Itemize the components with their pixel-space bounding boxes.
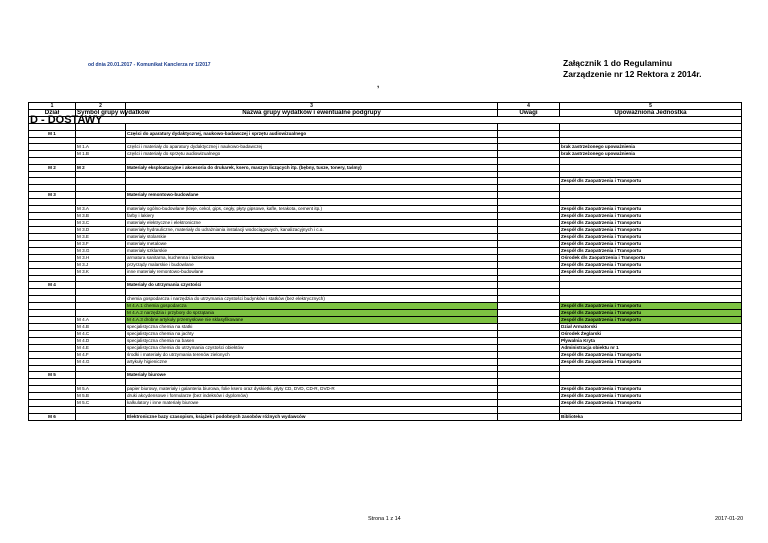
empty-cell — [126, 124, 498, 131]
table-row — [29, 247, 742, 254]
empty-cell — [29, 406, 76, 413]
table-row — [29, 302, 742, 309]
empty-cell — [560, 406, 742, 413]
remarks-cell — [498, 295, 560, 302]
dzial-cell — [29, 351, 76, 358]
empty-cell — [29, 198, 76, 205]
symbol-cell: M 3.E — [76, 233, 126, 240]
table-row — [29, 309, 742, 316]
group-row — [29, 413, 742, 420]
empty-cell — [76, 275, 126, 282]
name-cell: inne materiały remontowo-budowlane — [126, 268, 498, 275]
unit-cell: Zespół d/s Zaopatrzenia i Transportu — [560, 316, 742, 323]
column-header-row — [29, 110, 742, 117]
spacer-row — [29, 137, 742, 144]
remarks-cell — [498, 344, 560, 351]
remarks-cell — [498, 261, 560, 268]
unit-cell: Zespół d/s Zaopatrzenia i Transportu — [560, 351, 742, 358]
symbol-cell — [76, 178, 126, 185]
name-cell: przyrządy malarskie i budowlane — [126, 261, 498, 268]
name-cell: armatura sanitarna, kuchenna i łazienkowa — [126, 254, 498, 261]
empty-cell — [498, 275, 560, 282]
remarks-cell — [498, 268, 560, 275]
name-cell: Materiały biurowe — [126, 372, 498, 379]
name-cell: chemia gospodarcza i narzędzia do utrzymania czystości budynków i statków (bez elektrycznych) — [126, 295, 498, 302]
group-row — [29, 282, 742, 289]
name-cell: materiały hydrauliczne, materiały do udrażniania instalacji wodociągowych, kanalizacyjnych i c.o. — [126, 226, 498, 233]
empty-cell — [76, 406, 126, 413]
group-row — [29, 372, 742, 379]
dzial-cell: M 2 — [29, 164, 76, 171]
remarks-cell — [498, 205, 560, 212]
name-cell: materiały elektryczne i elektroniczne — [126, 219, 498, 226]
symbol-cell: M 5.A — [76, 385, 126, 392]
empty-cell — [498, 365, 560, 372]
symbol-cell: M 4.C — [76, 330, 126, 337]
empty-cell — [76, 158, 126, 165]
empty-cell — [29, 137, 76, 144]
empty-cell — [76, 171, 126, 178]
remarks-cell — [498, 282, 560, 289]
symbol-cell — [76, 309, 126, 316]
symbol-cell — [76, 413, 126, 420]
unit-cell: Zespół d/s Zaopatrzenia i Transportu — [560, 385, 742, 392]
symbol-cell: M 4.B — [76, 323, 126, 330]
empty-cell — [498, 124, 560, 131]
table-row — [29, 385, 742, 392]
dzial-cell — [29, 309, 76, 316]
empty-cell — [29, 365, 76, 372]
remarks-cell — [498, 413, 560, 420]
unit-cell: Zespół d/s Zaopatrzenia i Transportu — [560, 392, 742, 399]
symbol-cell — [76, 372, 126, 379]
dzial-cell: M 6 — [29, 413, 76, 420]
spacer-row — [29, 185, 742, 192]
table-row — [29, 261, 742, 268]
dzial-cell: M 5 — [29, 372, 76, 379]
empty-cell — [498, 289, 560, 296]
empty-cell — [126, 406, 498, 413]
remarks-cell — [498, 392, 560, 399]
spacer-row — [29, 379, 742, 386]
remarks-cell — [498, 385, 560, 392]
dzial-cell — [29, 337, 76, 344]
symbol-cell: M 3.K — [76, 268, 126, 275]
name-cell: specjalistyczna chemia do utrzymania czystości obiektów — [126, 344, 498, 351]
unit-cell: Ośrodek d/s Zaopatrzenia i Transportu — [560, 254, 742, 261]
remarks-cell — [498, 316, 560, 323]
footer-date: 2017-01-20 — [715, 516, 744, 522]
unit-cell: Zespół d/s Zaopatrzenia i Transportu — [560, 212, 742, 219]
name-cell: kalkulatory i inne materiały biurowe — [126, 399, 498, 406]
name-cell: specjalistyczna chemia na statki — [126, 323, 498, 330]
empty-cell — [560, 289, 742, 296]
empty-cell — [126, 137, 498, 144]
remarks-cell — [498, 247, 560, 254]
column-header-jednostka: Upoważniona Jednostka — [560, 110, 742, 117]
symbol-cell — [76, 282, 126, 289]
group-row — [29, 130, 742, 137]
table-row — [29, 323, 742, 330]
column-number-3: 3 — [126, 103, 498, 110]
dzial-cell — [29, 240, 76, 247]
dzial-cell — [29, 295, 76, 302]
unit-cell — [560, 295, 742, 302]
spacer-row — [29, 289, 742, 296]
dzial-cell — [29, 254, 76, 261]
unit-cell: Zespół d/s Zaopatrzenia i Transportu — [560, 240, 742, 247]
name-cell: Materiały remontowo-budowlane — [126, 191, 498, 198]
name-cell: farby i lakiery — [126, 212, 498, 219]
remarks-cell — [498, 226, 560, 233]
unit-cell: Zespół d/s Zaopatrzenia i Transportu — [560, 178, 742, 185]
empty-cell — [76, 198, 126, 205]
empty-cell — [126, 185, 498, 192]
remarks-cell — [498, 351, 560, 358]
symbol-cell — [76, 295, 126, 302]
symbol-cell: M 1.B — [76, 151, 126, 158]
dzial-cell — [29, 247, 76, 254]
symbol-cell — [76, 130, 126, 137]
name-cell: artykuły higieniczne — [126, 358, 498, 365]
symbol-cell: M 4.F — [76, 351, 126, 358]
unit-cell — [560, 164, 742, 171]
remarks-cell — [498, 309, 560, 316]
dzial-cell — [29, 268, 76, 275]
empty-cell — [498, 158, 560, 165]
dzial-cell — [29, 399, 76, 406]
dzial-cell — [29, 233, 76, 240]
remarks-cell — [498, 323, 560, 330]
unit-cell: Zespół d/s Zaopatrzenia i Transportu — [560, 247, 742, 254]
name-cell: Elektroniczne bazy czasopism, książek i podobnych zasobów różnych wydawców — [126, 413, 498, 420]
empty-cell — [498, 171, 560, 178]
empty-cell — [498, 137, 560, 144]
symbol-cell: M 4.A — [76, 316, 126, 323]
unit-cell: Zespół d/s Zaopatrzenia i Transportu — [560, 268, 742, 275]
table-row — [29, 344, 742, 351]
spacer-row — [29, 406, 742, 413]
unit-cell — [560, 282, 742, 289]
symbol-cell — [76, 191, 126, 198]
spacer-row — [29, 275, 742, 282]
name-cell: Części do aparatury dydaktycznej, naukowo-badawczej i sprzętu audiowizualnego — [126, 130, 498, 137]
remarks-cell — [498, 399, 560, 406]
symbol-cell: M 4.D — [76, 337, 126, 344]
group-row — [29, 191, 742, 198]
unit-cell: Zespół d/s Zaopatrzenia i Transportu — [560, 399, 742, 406]
empty-cell — [498, 198, 560, 205]
header-mark: , — [377, 80, 380, 89]
name-cell: środki i materiały do utrzymania terenów zielonych — [126, 351, 498, 358]
remarks-cell — [498, 151, 560, 158]
remarks-cell — [498, 219, 560, 226]
dzial-cell — [29, 330, 76, 337]
empty-cell — [560, 365, 742, 372]
empty-cell — [29, 171, 76, 178]
unit-cell: Pływalnia Kryta — [560, 337, 742, 344]
empty-cell — [560, 185, 742, 192]
unit-cell — [560, 130, 742, 137]
unit-cell: brak zastrzeżonego upoważnienia — [560, 144, 742, 151]
empty-cell — [29, 379, 76, 386]
dzial-cell: M 4 — [29, 282, 76, 289]
unit-cell: Zespół d/s Zaopatrzenia i Transportu — [560, 261, 742, 268]
table-row — [29, 399, 742, 406]
empty-cell — [126, 158, 498, 165]
remarks-cell — [498, 330, 560, 337]
column-number-5: 5 — [560, 103, 742, 110]
empty-cell — [498, 406, 560, 413]
expense-groups-table — [28, 102, 742, 421]
remarks-cell — [498, 130, 560, 137]
symbol-cell: M 5.B — [76, 392, 126, 399]
symbol-cell: M 1.A — [76, 144, 126, 151]
name-cell: materiały szklarskie — [126, 247, 498, 254]
name-cell: części i materiały do sprzętu audiowizualnego — [126, 151, 498, 158]
dzial-cell — [29, 385, 76, 392]
table-row — [29, 219, 742, 226]
column-header-uwagi: Uwagi — [498, 110, 560, 117]
unit-cell — [560, 372, 742, 379]
empty-cell — [126, 275, 498, 282]
empty-cell — [76, 137, 126, 144]
spacer-row — [29, 365, 742, 372]
table-row — [29, 205, 742, 212]
unit-cell: Biblioteka — [560, 413, 742, 420]
empty-cell — [29, 275, 76, 282]
unit-cell: brak zastrzeżonego upoważnienia — [560, 151, 742, 158]
name-cell: specjalistyczna chemia na basen — [126, 337, 498, 344]
unit-cell: Zespół d/s Zaopatrzenia i Transportu — [560, 219, 742, 226]
name-cell: M 4.A.1 chemia gospodarcza — [126, 302, 498, 309]
empty-cell — [126, 365, 498, 372]
empty-cell — [126, 289, 498, 296]
dzial-cell: M 1 — [29, 130, 76, 137]
symbol-cell: M 3.H — [76, 254, 126, 261]
table-row — [29, 151, 742, 158]
remarks-cell — [498, 164, 560, 171]
empty-cell — [76, 379, 126, 386]
name-cell: papier biurowy, materiały i galanteria biurowa, folie ksero oraz dyskietki, płyty CD, DVD, CD-R, DVD-R — [126, 385, 498, 392]
table-row — [29, 178, 742, 185]
dzial-cell — [29, 205, 76, 212]
symbol-cell: M 4.G — [76, 358, 126, 365]
symbol-cell: M 3.J — [76, 261, 126, 268]
empty-cell — [560, 198, 742, 205]
table-row — [29, 212, 742, 219]
symbol-cell: M 5.C — [76, 399, 126, 406]
table-row — [29, 233, 742, 240]
column-number-2: 2 — [76, 103, 126, 110]
name-cell — [126, 178, 498, 185]
symbol-cell: M 3.G — [76, 247, 126, 254]
unit-cell — [560, 191, 742, 198]
name-cell: druki akcydensowe i formularze (bez indeksów i dyplomów) — [126, 392, 498, 399]
dzial-cell — [29, 144, 76, 151]
empty-cell — [498, 185, 560, 192]
symbol-cell — [76, 302, 126, 309]
section-title: D - DOSTAWY — [29, 117, 742, 124]
table-row — [29, 337, 742, 344]
unit-cell: Administracja obiektu nr 1 — [560, 344, 742, 351]
table-row — [29, 240, 742, 247]
symbol-cell: M 3.D — [76, 226, 126, 233]
table-row — [29, 330, 742, 337]
dzial-cell — [29, 358, 76, 365]
column-header-nazwa: Nazwa grupy wydatków i ewentualne podgrupy — [126, 110, 498, 117]
unit-cell: Zespół d/s Zaopatrzenia i Transportu — [560, 233, 742, 240]
group-row — [29, 164, 742, 171]
empty-cell — [29, 185, 76, 192]
remarks-cell — [498, 191, 560, 198]
spacer-row — [29, 158, 742, 165]
name-cell: M 4.A.2 narzędzia i przybory do sprzątania — [126, 309, 498, 316]
header-note: od dnia 20.01.2017 - Komunikat Kanclerza nr 1/2017 — [88, 62, 211, 68]
unit-cell: Zespół d/s Zaopatrzenia i Transportu — [560, 302, 742, 309]
column-header-symbol: Symbol grupy wydatków — [77, 109, 150, 116]
unit-cell: Zespół d/s Zaopatrzenia i Transportu — [560, 309, 742, 316]
header-attachment-line1: Załącznik 1 do Regulaminu — [563, 58, 673, 68]
dzial-cell — [29, 323, 76, 330]
name-cell: M 4.A.3 drobne artykuły przemysłowe nie sklasyfikowane — [126, 316, 498, 323]
section-row — [29, 117, 742, 124]
header-attachment-line2: Zarządzenie nr 12 Rektora z 2014r. — [563, 69, 702, 79]
empty-cell — [76, 289, 126, 296]
empty-cell — [560, 124, 742, 131]
remarks-cell — [498, 254, 560, 261]
remarks-cell — [498, 302, 560, 309]
table-row — [29, 316, 742, 323]
remarks-cell — [498, 233, 560, 240]
symbol-cell: M 3.B — [76, 212, 126, 219]
empty-cell — [126, 198, 498, 205]
unit-cell: Zespół d/s Zaopatrzenia i Transportu — [560, 358, 742, 365]
dzial-cell — [29, 392, 76, 399]
table-row — [29, 295, 742, 302]
empty-cell — [560, 158, 742, 165]
dzial-cell — [29, 261, 76, 268]
empty-cell — [560, 137, 742, 144]
symbol-cell: M 2 — [76, 164, 126, 171]
column-number-4: 4 — [498, 103, 560, 110]
empty-cell — [76, 365, 126, 372]
table-row — [29, 268, 742, 275]
remarks-cell — [498, 212, 560, 219]
spacer-row — [29, 124, 742, 131]
table-row — [29, 358, 742, 365]
name-cell: Materiały eksploatacyjne i akcesoria do drukarek, ksero, maszyn liczących itp. (bębny, tusze, tonery, taśmy) — [126, 164, 498, 171]
table-row — [29, 392, 742, 399]
empty-cell — [126, 171, 498, 178]
dzial-cell — [29, 151, 76, 158]
dzial-cell — [29, 212, 76, 219]
unit-cell: Zespół d/s Zaopatrzenia i Transportu — [560, 226, 742, 233]
dzial-cell — [29, 302, 76, 309]
empty-cell — [29, 158, 76, 165]
name-cell: materiały ogólno-budowlane (kleje, cekol, gips, cegły, płyty gipsowe, kafle, terakota, cement itp.) — [126, 205, 498, 212]
remarks-cell — [498, 178, 560, 185]
spacer-row — [29, 198, 742, 205]
empty-cell — [76, 185, 126, 192]
dzial-cell: M 3 — [29, 191, 76, 198]
page-number: Strona 1 z 14 — [368, 516, 401, 522]
dzial-cell — [29, 316, 76, 323]
name-cell: części i materiały do aparatury dydaktycznej i naukowo-badawczej — [126, 144, 498, 151]
unit-cell: Zespół d/s Zaopatrzenia i Transportu — [560, 205, 742, 212]
table-row — [29, 144, 742, 151]
empty-cell — [29, 289, 76, 296]
symbol-cell: M 3.A — [76, 205, 126, 212]
unit-cell: Dział Armatorski — [560, 323, 742, 330]
dzial-cell — [29, 178, 76, 185]
empty-cell — [560, 379, 742, 386]
symbol-cell: M 4.E — [76, 344, 126, 351]
column-header-dzial: Dział — [29, 110, 76, 117]
name-cell: materiały stolarskie — [126, 233, 498, 240]
remarks-cell — [498, 144, 560, 151]
dzial-cell — [29, 344, 76, 351]
name-cell: Materiały do utrzymania czystości — [126, 282, 498, 289]
empty-cell — [126, 379, 498, 386]
header-attachment — [563, 58, 701, 80]
symbol-cell: M 3.C — [76, 219, 126, 226]
empty-cell — [498, 379, 560, 386]
remarks-cell — [498, 372, 560, 379]
table-row — [29, 351, 742, 358]
empty-cell — [560, 275, 742, 282]
dzial-cell — [29, 226, 76, 233]
column-number-1: 1 — [29, 103, 76, 110]
unit-cell: Ośrodek Żeglarski — [560, 330, 742, 337]
empty-cell — [560, 171, 742, 178]
remarks-cell — [498, 240, 560, 247]
remarks-cell — [498, 337, 560, 344]
table-row — [29, 254, 742, 261]
dzial-cell — [29, 219, 76, 226]
table-row — [29, 226, 742, 233]
remarks-cell — [498, 358, 560, 365]
name-cell: specjalistyczna chemia na jachty — [126, 330, 498, 337]
symbol-cell: M 3.F — [76, 240, 126, 247]
name-cell: materiały metalowe — [126, 240, 498, 247]
spacer-row — [29, 171, 742, 178]
